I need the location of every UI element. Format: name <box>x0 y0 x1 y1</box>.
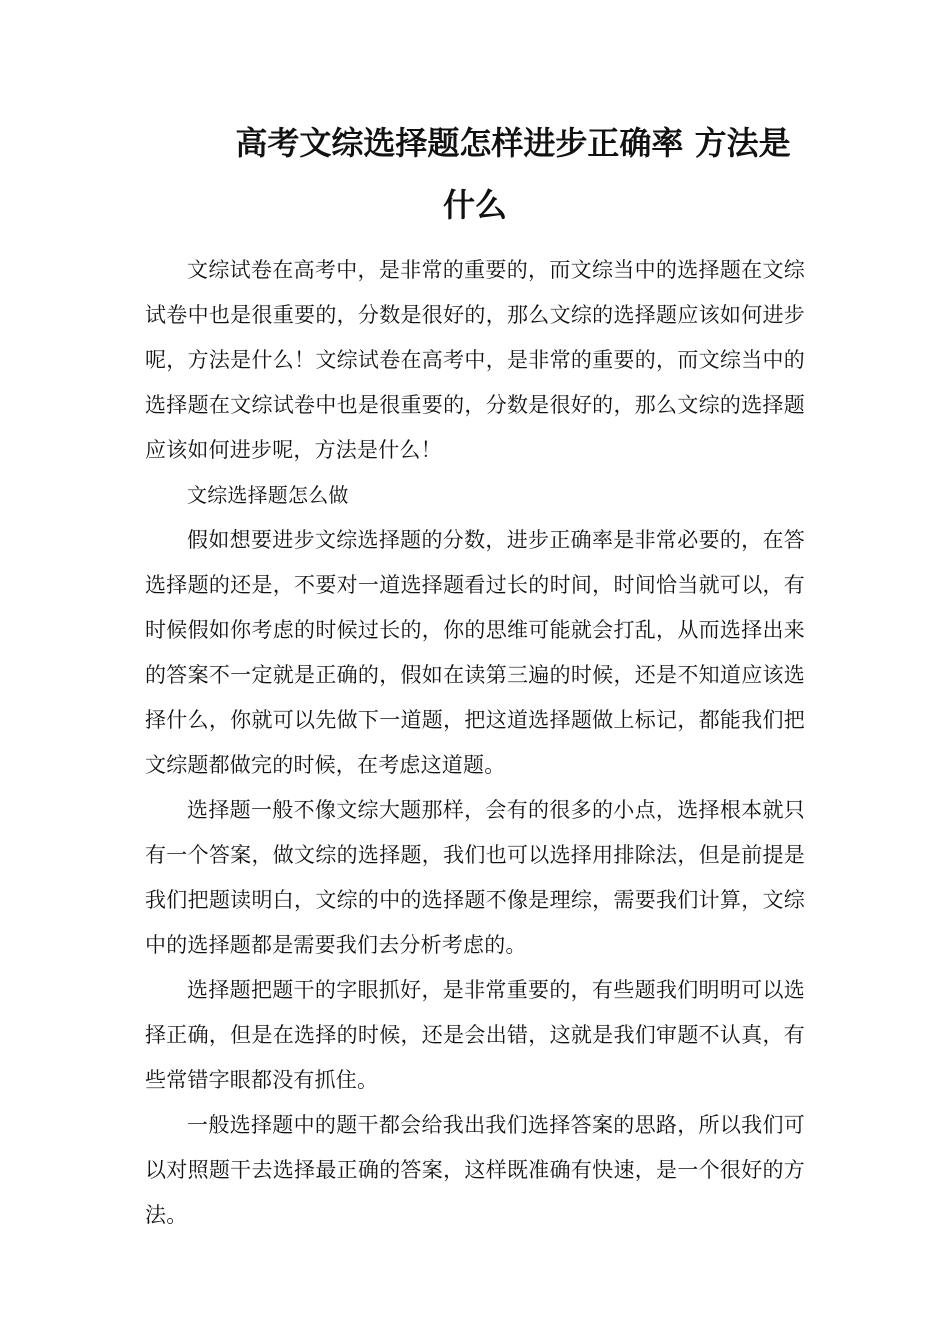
document-body <box>145 248 805 1238</box>
paragraph-key-words: 选择题把题干的字眼抓好，是非常重要的，有些题我们明明可以选择正确，但是在选择的时候，还是会出错，这就是我们审题不认真，有些常错字眼都没有抓住。 <box>145 978 805 1092</box>
paragraph-time-management: 假如想要进步文综选择题的分数，进步正确率是非常必要的，在答选择题的还是，不要对一道选择题看过长的时间，时间恰当就可以，有时候假如你考虑的时候过长的，你的思维可能就会打乱，从而选择出来的答案不一定就是正确的，假如在读第三遍的时候，还是不知道应该选择什么，你就可以先做下一道题，把这道选择题做上标记，都能我们把文综题都做完的时候，在考虑这道题。 <box>145 528 805 777</box>
paragraph-elimination-method: 选择题一般不像文综大题那样，会有的很多的小点，选择根本就只有一个答案，做文综的选择题，我们也可以选择用排除法，但是前提是我们把题读明白，文综的中的选择题不像是理综，需要我们计算，文综中的选择题都是需要我们去分析考虑的。 <box>145 798 805 957</box>
paragraph-stem-clues: 一般选择题中的题干都会给我出我们选择答案的思路，所以我们可以对照题干去选择最正确的答案，这样既准确有快速，是一个很好的方法。 <box>145 1113 805 1227</box>
section-heading: 文综选择题怎么做 <box>187 483 349 507</box>
paragraph-intro: 文综试卷在高考中，是非常的重要的，而文综当中的选择题在文综试卷中也是很重要的，分数是很好的，那么文综的选择题应该如何进步呢，方法是什么！文综试卷在高考中，是非常的重要的，而文综当中的选择题在文综试卷中也是很重要的，分数是很好的，那么文综的选择题应该如何进步呢，方法是什么！ <box>145 258 805 462</box>
document-title: 高考文综选择题怎样进步正确率 方法是什么 <box>235 124 791 224</box>
